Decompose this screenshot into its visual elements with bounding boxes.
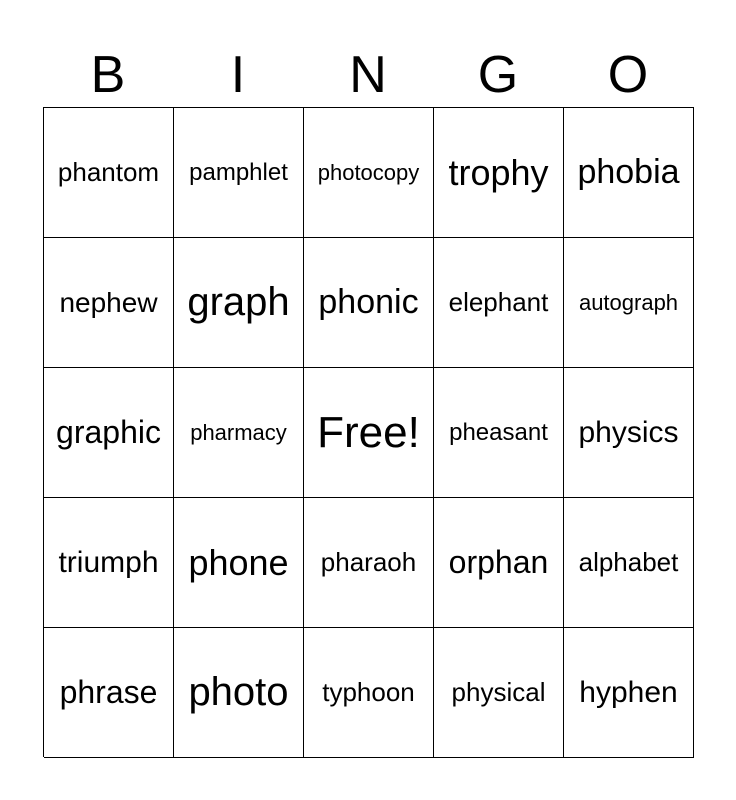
bingo-cell-r3-c4[interactable]: pheasant <box>434 368 564 498</box>
bingo-cell-free-space[interactable]: Free! <box>304 368 434 498</box>
bingo-cell-r1-c3[interactable]: photocopy <box>304 108 434 238</box>
header-letter-g: G <box>477 46 519 104</box>
bingo-cell-r1-c4[interactable]: trophy <box>434 108 564 238</box>
bingo-cell-r3-c5[interactable]: physics <box>564 368 694 498</box>
header-letter-b: B <box>90 46 126 104</box>
bingo-cell-r4-c4[interactable]: orphan <box>434 498 564 628</box>
bingo-cell-r5-c3[interactable]: typhoon <box>304 628 434 758</box>
bingo-header <box>43 44 693 106</box>
bingo-cell-r4-c1[interactable]: triumph <box>44 498 174 628</box>
bingo-cell-r5-c1[interactable]: phrase <box>44 628 174 758</box>
bingo-cell-r2-c4[interactable]: elephant <box>434 238 564 368</box>
bingo-cell-r4-c3[interactable]: pharaoh <box>304 498 434 628</box>
bingo-cell-r5-c4[interactable]: physical <box>434 628 564 758</box>
bingo-cell-r5-c5[interactable]: hyphen <box>564 628 694 758</box>
bingo-cell-r4-c5[interactable]: alphabet <box>564 498 694 628</box>
bingo-cell-r3-c1[interactable]: graphic <box>44 368 174 498</box>
bingo-cell-r2-c3[interactable]: phonic <box>304 238 434 368</box>
bingo-board <box>43 107 694 757</box>
bingo-cell-r2-c2[interactable]: graph <box>174 238 304 368</box>
header-letter-o: O <box>607 46 649 104</box>
bingo-cell-r1-c1[interactable]: phantom <box>44 108 174 238</box>
bingo-cell-r2-c1[interactable]: nephew <box>44 238 174 368</box>
bingo-cell-r5-c2[interactable]: photo <box>174 628 304 758</box>
bingo-cell-r1-c5[interactable]: phobia <box>564 108 694 238</box>
bingo-cell-r3-c2[interactable]: pharmacy <box>174 368 304 498</box>
bingo-cell-r4-c2[interactable]: phone <box>174 498 304 628</box>
header-letter-n: N <box>349 46 387 104</box>
bingo-cell-r1-c2[interactable]: pamphlet <box>174 108 304 238</box>
bingo-cell-r2-c5[interactable]: autograph <box>564 238 694 368</box>
header-letter-i: I <box>230 46 246 104</box>
